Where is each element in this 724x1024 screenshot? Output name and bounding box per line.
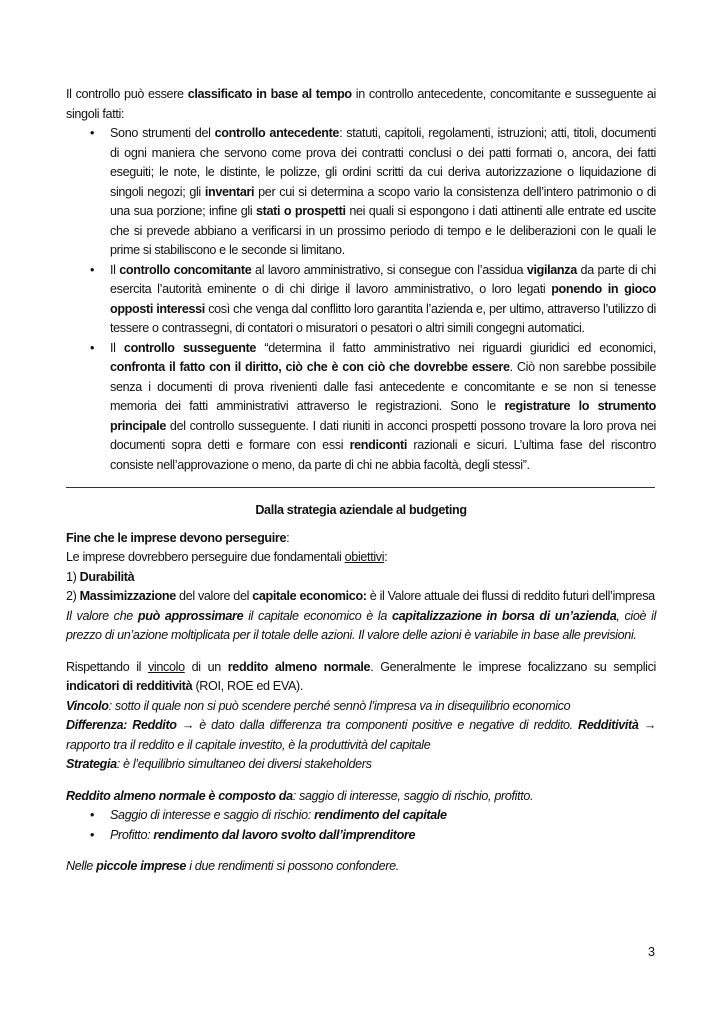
bold-text: rendimento del capitale xyxy=(314,808,447,822)
bold-text: Massimizzazione xyxy=(79,589,176,603)
text: del valore del xyxy=(175,589,253,603)
bold-text: registrature lo strumento principale xyxy=(110,399,656,433)
text: al lavoro amministrativo, si consegue con l’assidua xyxy=(251,262,527,277)
text: Saggio di interesse e saggio di rischio: xyxy=(110,808,315,822)
bold-text: Differenza: Reddito xyxy=(66,718,177,732)
italic-note-capitalizzazione xyxy=(66,607,656,646)
page-number: 3 xyxy=(648,945,656,959)
vincolo-definition xyxy=(66,697,656,717)
bold-text: capitale economico: xyxy=(252,589,367,603)
bold-text: rendiconti xyxy=(349,438,407,452)
bold-text: Vincolo xyxy=(66,698,109,713)
section-heading: Dalla strategia aziendale al budgeting xyxy=(255,503,467,517)
document-page xyxy=(66,85,656,877)
bold-text: Reddito almeno normale è composto da xyxy=(66,788,293,803)
bold-text: controllo concomitante xyxy=(119,262,252,277)
text: : xyxy=(286,530,290,545)
text: 2) xyxy=(66,589,80,603)
bold-text: controllo susseguente xyxy=(123,340,257,355)
item-massimizzazione xyxy=(66,587,656,607)
bold-text: controllo antecedente xyxy=(214,126,340,140)
intro-paragraph xyxy=(66,85,656,124)
bold-text: può approssimare xyxy=(137,608,244,623)
fine-paragraph xyxy=(66,529,656,549)
strategia-definition xyxy=(66,755,656,775)
text: Il valore che xyxy=(66,608,138,623)
text: Il xyxy=(110,262,120,277)
bold-text: Strategia xyxy=(66,757,117,771)
text: : sotto il quale non si può scendere perché sennò l’impresa va in disequilibrio economico xyxy=(108,698,571,713)
list-item-susseguente xyxy=(66,339,656,476)
text: Rispettando il xyxy=(66,659,148,674)
bold-text: Durabilità xyxy=(79,569,135,584)
text: del controllo susseguente. I dati riuniti in acconci prospetti possono trovare la loro prova nei documenti sopra detti e formare con essi xyxy=(110,418,656,452)
text: (ROI, ROE ed EVA). xyxy=(192,679,303,693)
bold-text: piccole imprese xyxy=(96,859,187,873)
list-item-saggio xyxy=(66,806,656,826)
text: . Ciò non sarebbe possibile senza i documenti di prova rivenienti dalle fasi antecedente e concomitante e se non si tenesse memoria dei fatti amministrativi attraverso le registrazioni. Sono le xyxy=(110,360,657,413)
bold-text: vigilanza xyxy=(526,262,577,277)
bold-text: reddito almeno normale xyxy=(227,659,371,674)
bold-text: Fine che le imprese devono perseguire xyxy=(66,530,287,545)
text: 1) xyxy=(66,569,80,584)
underlined-text: obiettivi xyxy=(344,550,385,564)
obiettivi-paragraph xyxy=(66,548,656,568)
text: Le imprese dovrebbero perseguire due fondamentali xyxy=(66,550,345,564)
text: per cui si determina a scopo vario la consistenza dell’intero patrimonio o di una sua porzione; infine gli xyxy=(110,184,656,218)
bold-text: ponendo in gioco opposti interessi xyxy=(110,282,656,316)
list-item-concomitante xyxy=(66,261,656,339)
underlined-text: vincolo xyxy=(147,659,185,674)
text: è il Valore attuale dei flussi di reddito futuri dell’impresa xyxy=(366,589,655,603)
text: Nelle xyxy=(66,859,97,873)
text: il capitale economico è la xyxy=(243,608,392,623)
rispettando-paragraph xyxy=(66,658,656,697)
bold-text: indicatori di redditività xyxy=(66,679,193,693)
bold-text: rendimento dal lavoro svolto dall’imprenditore xyxy=(153,827,416,842)
bold-text: inventari xyxy=(204,184,255,199)
piccole-imprese-paragraph xyxy=(66,857,656,877)
bold-text: Redditività xyxy=(578,718,639,732)
rendimenti-list xyxy=(66,806,656,845)
text: Sono strumenti del xyxy=(110,126,215,140)
list-item-antecedente xyxy=(66,124,656,261)
text: → è dato dalla differenza tra componenti positive e negative di reddito. xyxy=(176,718,578,732)
bold-text: stati o prospetti xyxy=(255,204,346,218)
text: → rapporto tra il reddito e il capitale investito, è la produttività del capitale xyxy=(66,718,656,752)
text: : è l’equilibrio simultaneo dei diversi stakeholders xyxy=(116,757,372,771)
bold-text: confronta il fatto con il diritto, ciò che è con ciò che dovrebbe essere xyxy=(110,360,510,374)
control-types-list xyxy=(66,124,656,475)
text: , cioè il prezzo di un’azione moltiplicata per il totale delle azioni. Il valore delle azioni è variabile in base alle previsioni. xyxy=(66,608,657,642)
text: : xyxy=(384,550,388,564)
text: così che venga dal conflitto loro garantita l’azienda e, per ultimo, attraverso l’utilizzo di tessere o contrassegni, di contatori o misuratori o pesatori o altri simili congegni automatici. xyxy=(110,301,656,335)
text: : saggio di interesse, saggio di rischio, profitto. xyxy=(292,788,534,803)
differenza-definition xyxy=(66,716,656,755)
text: nei quali si espongono i dati attinenti alle entrate ed uscite che si prevede abbiano a verificarsi in un prossimo periodo di tempo e le deliberazioni con le quali le prime si stabiliscono e le seconde si limitano. xyxy=(110,204,656,257)
text: i due rendimenti si possono confondere. xyxy=(186,859,399,873)
reddito-normale-paragraph xyxy=(66,787,656,807)
item-durabilita xyxy=(66,568,656,588)
text: : statuti, capitoli, regolamenti, istruzioni; atti, titoli, documenti di ogni maniera che servono come prova dei contratti conclusi o dei patti formati o, ancora, dei fatti eseguiti; le note, le distinte, le polizze, gli ordini scritti da cui deriva autorizzazione o liquidazione di singoli negozi; gli xyxy=(110,126,656,199)
text: . Generalmente le imprese focalizzano su semplici xyxy=(370,659,657,674)
text: Profitto: xyxy=(110,827,154,842)
text: “determina il fatto amministrativo nei riguardi giuridici ed economici, xyxy=(256,340,657,355)
bold-text: capitalizzazione in borsa di un’azienda xyxy=(391,608,617,623)
bold-text: classificato in base al tempo xyxy=(187,87,352,101)
text: in controllo antecedente, concomitante e susseguente ai singoli fatti: xyxy=(66,87,656,121)
text: di un xyxy=(184,659,228,674)
text: razionali e sicuri. L’ultima fase del riscontro consiste nell’approvazione o meno, da parte di chi ne abbia facoltà, degli stessi”. xyxy=(110,438,656,472)
text: Il xyxy=(110,340,124,355)
text: Il controllo può essere xyxy=(66,87,188,101)
list-item-profitto xyxy=(66,826,656,846)
text: da parte di chi esercita l’autorità eminente o di chi dirige il lavoro amministrativo, o loro legati xyxy=(110,262,656,296)
horizontal-divider xyxy=(66,487,655,488)
